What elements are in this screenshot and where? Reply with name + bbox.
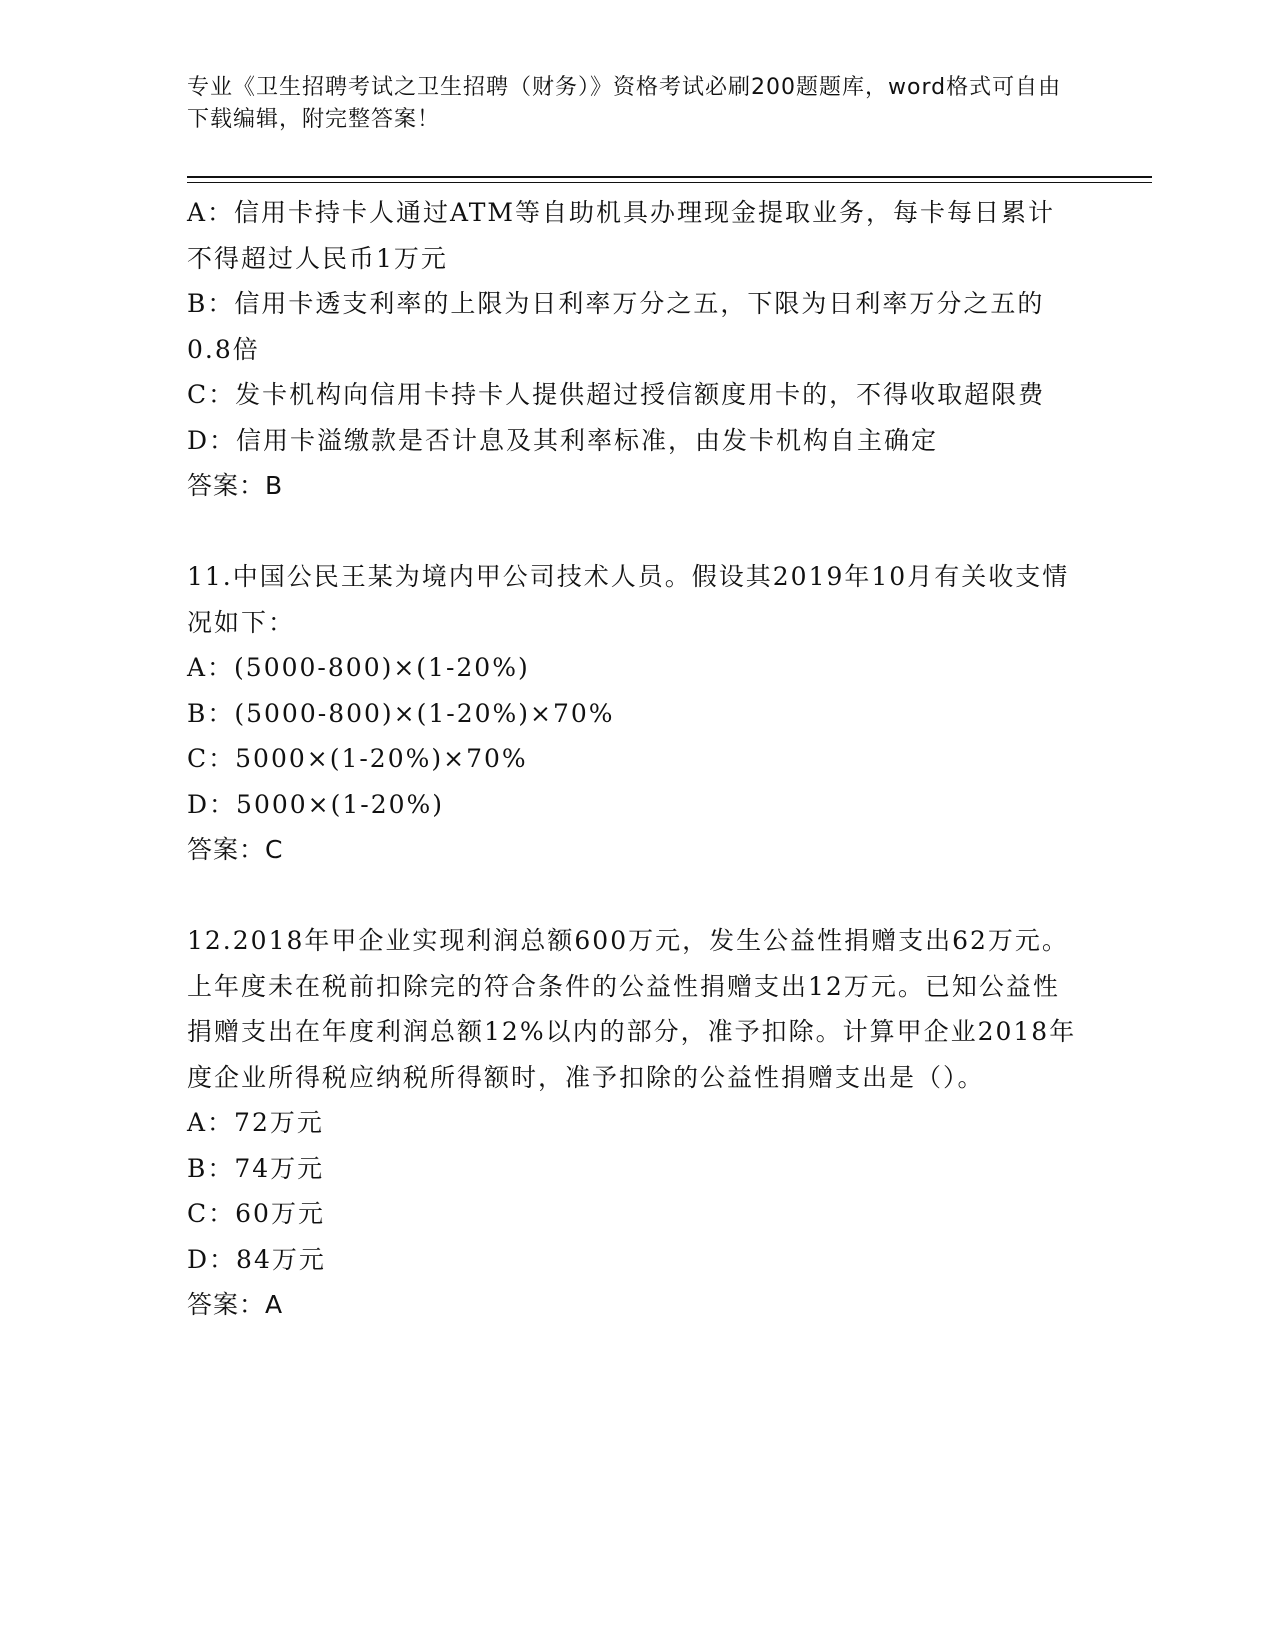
option-c: C：发卡机构向信用卡持卡人提供超过授信额度用卡的，不得收取超限费 xyxy=(187,380,1046,409)
option-a: A：(5000-800)×(1-20%) xyxy=(187,653,530,682)
option-a: A：72万元 xyxy=(187,1108,324,1137)
page-header: 专业《卫生招聘考试之卫生招聘（财务）》资格考试必刷200题题库，word格式可自由下载编辑，附完整答案！ xyxy=(187,75,1062,132)
question-list xyxy=(187,190,1077,1328)
question-12 xyxy=(187,918,1077,1328)
question-stem: 11.中国公民王某为境内甲公司技术人员。假设其2019年10月有关收支情况如下： xyxy=(187,562,1070,637)
option-d: D：84万元 xyxy=(187,1244,326,1274)
question-stem: 12.2018年甲企业实现利润总额600万元，发生公益性捐赠支出62万元。上年度未在税前扣除完的符合条件的公益性捐赠支出12万元。已知公益性捐赠支出在年度利润总额12%以内的部分，准予扣除。计算甲企业2018年度企业所得税应纳税所得额时，准予扣除的公益性捐赠支出是（）。 xyxy=(187,926,1077,1092)
answer: 答案：B xyxy=(187,471,284,500)
option-d: D：5000×(1-20%) xyxy=(187,789,445,819)
option-c: C：5000×(1-20%)×70% xyxy=(187,744,528,773)
option-b: B：74万元 xyxy=(187,1153,325,1183)
option-d: D：信用卡溢缴款是否计息及其利率标准，由发卡机构自主确定 xyxy=(187,425,939,455)
option-a: A：信用卡持卡人通过ATM等自助机具办理现金提取业务，每卡每日累计不得超过人民币1万元 xyxy=(187,198,1056,273)
answer: 答案：A xyxy=(187,1290,284,1319)
option-b: B：信用卡透支利率的上限为日利率万分之五，下限为日利率万分之五的0.8倍 xyxy=(187,289,1045,364)
header-divider-thick xyxy=(187,176,1152,178)
answer: 答案：C xyxy=(187,835,284,864)
header-divider-thin xyxy=(187,182,1152,183)
option-c: C：60万元 xyxy=(187,1199,325,1228)
question-10 xyxy=(187,190,1077,509)
spacer xyxy=(187,509,1077,555)
spacer xyxy=(187,873,1077,919)
question-11 xyxy=(187,554,1077,873)
option-b: B：(5000-800)×(1-20%)×70% xyxy=(187,698,615,728)
